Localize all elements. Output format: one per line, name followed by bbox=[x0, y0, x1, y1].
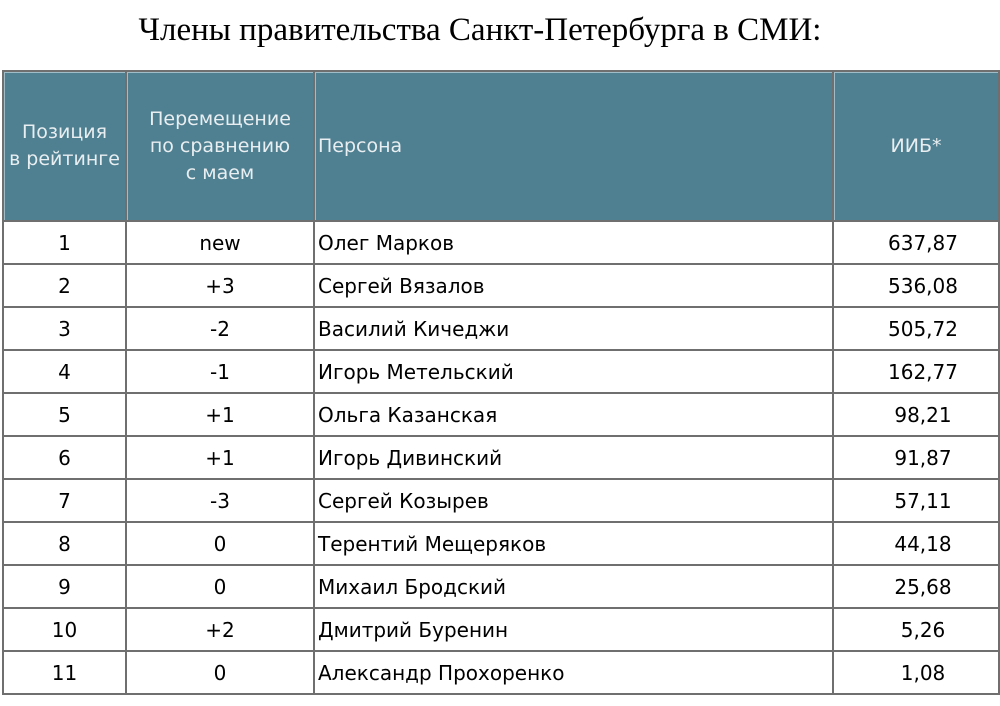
cell-iib: 637,87 bbox=[834, 222, 1000, 265]
cell-iib: 505,72 bbox=[834, 308, 1000, 351]
cell-movement: +3 bbox=[127, 265, 315, 308]
cell-iib: 98,21 bbox=[834, 394, 1000, 437]
cell-iib: 25,68 bbox=[834, 566, 1000, 609]
cell-person: Александр Прохоренко bbox=[315, 652, 834, 695]
cell-iib: 1,08 bbox=[834, 652, 1000, 695]
table-row bbox=[4, 523, 1000, 566]
cell-position: 5 bbox=[4, 394, 127, 437]
cell-iib: 5,26 bbox=[834, 609, 1000, 652]
cell-movement: 0 bbox=[127, 523, 315, 566]
cell-movement: +2 bbox=[127, 609, 315, 652]
cell-person: Игорь Метельский bbox=[315, 351, 834, 394]
cell-person: Игорь Дивинский bbox=[315, 437, 834, 480]
cell-movement: 0 bbox=[127, 652, 315, 695]
header-movement-line-3: с маем bbox=[185, 161, 255, 184]
cell-position: 4 bbox=[4, 351, 127, 394]
header-position bbox=[4, 72, 127, 222]
cell-person: Сергей Козырев bbox=[315, 480, 834, 523]
header-movement-line-1: Перемещение bbox=[149, 107, 291, 130]
cell-position: 10 bbox=[4, 609, 127, 652]
header-row bbox=[4, 72, 1000, 222]
table-row bbox=[4, 265, 1000, 308]
cell-position: 2 bbox=[4, 265, 127, 308]
cell-position: 6 bbox=[4, 437, 127, 480]
header-iib: ИИБ* bbox=[834, 72, 1000, 222]
cell-iib: 536,08 bbox=[834, 265, 1000, 308]
table-row bbox=[4, 652, 1000, 695]
cell-position: 1 bbox=[4, 222, 127, 265]
cell-movement: -3 bbox=[127, 480, 315, 523]
header-position-line-1: Позиция bbox=[21, 121, 108, 143]
cell-position: 7 bbox=[4, 480, 127, 523]
cell-person: Олег Марков bbox=[315, 222, 834, 265]
cell-movement: -1 bbox=[127, 351, 315, 394]
cell-person: Василий Кичеджи bbox=[315, 308, 834, 351]
cell-position: 9 bbox=[4, 566, 127, 609]
table-row bbox=[4, 566, 1000, 609]
table-row bbox=[4, 351, 1000, 394]
cell-position: 11 bbox=[4, 652, 127, 695]
cell-movement: new bbox=[127, 222, 315, 265]
header-movement bbox=[127, 72, 315, 222]
header-position-line-2: в рейтинге bbox=[9, 148, 120, 170]
cell-movement: +1 bbox=[127, 437, 315, 480]
cell-movement: -2 bbox=[127, 308, 315, 351]
table-row bbox=[4, 437, 1000, 480]
cell-iib: 162,77 bbox=[834, 351, 1000, 394]
cell-iib: 44,18 bbox=[834, 523, 1000, 566]
cell-person: Михаил Бродский bbox=[315, 566, 834, 609]
cell-position: 8 bbox=[4, 523, 127, 566]
table-row bbox=[4, 480, 1000, 523]
cell-movement: +1 bbox=[127, 394, 315, 437]
page-title: Члены правительства Санкт-Петербурга в СМИ: bbox=[138, 12, 822, 48]
cell-person: Терентий Мещеряков bbox=[315, 523, 834, 566]
cell-person: Дмитрий Буренин bbox=[315, 609, 834, 652]
cell-person: Сергей Вязалов bbox=[315, 265, 834, 308]
cell-movement: 0 bbox=[127, 566, 315, 609]
header-person: Персона bbox=[315, 72, 834, 222]
table-row bbox=[4, 222, 1000, 265]
cell-iib: 57,11 bbox=[834, 480, 1000, 523]
cell-person: Ольга Казанская bbox=[315, 394, 834, 437]
cell-position: 3 bbox=[4, 308, 127, 351]
table-row bbox=[4, 609, 1000, 652]
cell-iib: 91,87 bbox=[834, 437, 1000, 480]
table-row bbox=[4, 394, 1000, 437]
header-movement-line-2: по сравнению bbox=[149, 134, 291, 157]
rating-table bbox=[2, 70, 1000, 695]
table-row bbox=[4, 308, 1000, 351]
